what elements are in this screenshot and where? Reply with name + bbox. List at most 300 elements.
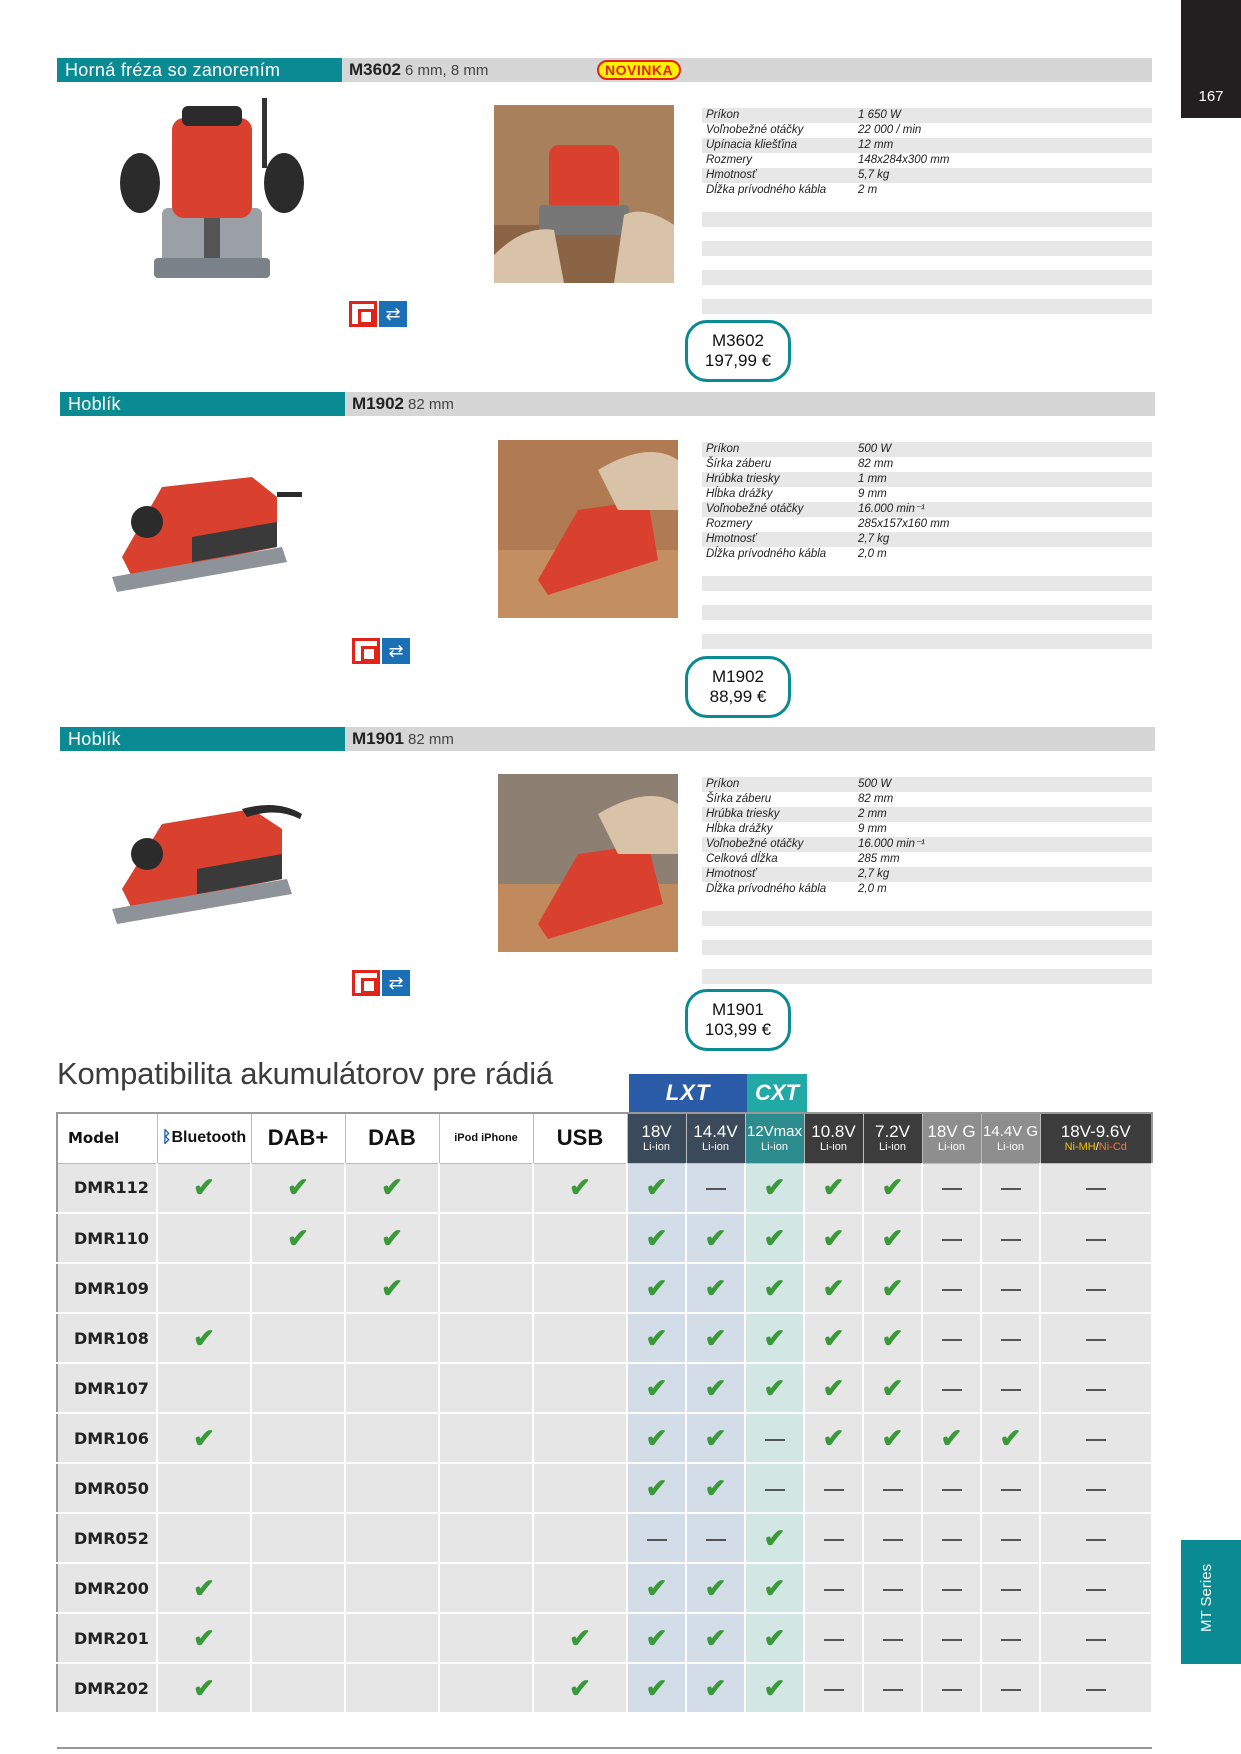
compat-row [57,1663,1152,1713]
spec-value: 9 mm [858,488,887,500]
speed-control-icon: ⇄ [379,301,407,327]
col-header-18v-9-6v [1040,1113,1152,1163]
compat-cell [804,1563,863,1613]
col-header-12vmax [745,1113,804,1163]
spec-row [702,867,1152,882]
compat-cell [627,1663,686,1713]
model-size: 6 mm, 8 mm [404,62,489,79]
product-m1902 [57,392,1152,712]
planer-usage-photo [498,774,678,952]
compat-cell [804,1263,863,1313]
cxt-logo: CXT [747,1074,807,1112]
spec-blank-row [702,911,1152,926]
dash-icon [942,1589,962,1591]
chemistry: Li-ion [643,1141,670,1154]
lxt-logo: LXT [629,1074,747,1112]
compat-row [57,1313,1152,1363]
compat-cell [533,1413,627,1463]
compat-cell [345,1663,439,1713]
new-badge: NOVINKA [597,60,681,80]
compat-cell [863,1413,922,1463]
spec-row [702,822,1152,837]
compat-title: Kompatibilita akumulátorov pre rádiá [57,1056,553,1091]
check-icon: ✔ [763,1322,786,1353]
spec-label: Rozmery [706,518,753,530]
spec-row [702,852,1152,867]
spec-row [702,487,1152,502]
compat-cell [345,1313,439,1363]
price-box [685,656,791,718]
compat-cell [533,1363,627,1413]
compat-cell [1040,1463,1152,1513]
compat-cell [981,1263,1040,1313]
spec-blank-row [702,299,1152,314]
check-icon: ✔ [569,1672,591,1703]
feature-icons [349,301,409,327]
dash-icon [706,1188,726,1190]
dash-icon [1086,1539,1106,1541]
compat-cell [804,1413,863,1463]
compat-cell [251,1213,345,1263]
dash-icon [824,1489,844,1491]
spec-label: Hrúbka triesky [706,808,780,820]
product-category: Horná fréza so zanorením [57,58,342,82]
dash-icon [883,1689,903,1691]
compat-cell [345,1263,439,1313]
spec-table [702,442,1152,649]
spec-row [702,472,1152,487]
spec-value: 148x284x300 mm [858,154,950,166]
spec-value: 500 W [858,778,892,790]
compat-cell [745,1263,804,1313]
compat-cell [345,1613,439,1663]
dash-icon [942,1489,962,1491]
spec-value: 285x157x160 mm [858,518,950,530]
compat-cell [745,1213,804,1263]
compat-cell [745,1313,804,1363]
compat-cell [251,1313,345,1363]
spec-label: Hmotnosť [706,169,757,181]
spec-row [702,153,1152,168]
compat-table [56,1112,1153,1714]
spec-row [702,882,1152,897]
feature-icons [352,970,412,996]
compat-cell [745,1413,804,1463]
model-size: 82 mm [407,731,454,748]
chem-nicd: Ni-Cd [1098,1141,1127,1154]
check-icon: ✔ [822,1422,845,1453]
compat-cell [251,1413,345,1463]
spec-blank-row [702,241,1152,256]
voltage: 14.4V G [982,1123,1039,1141]
compat-cell [627,1263,686,1313]
spec-value: 82 mm [858,793,894,805]
spec-label: Príkon [706,443,740,455]
check-icon: ✔ [645,1472,668,1503]
model-code: M1901 [352,729,404,748]
check-icon: ✔ [704,1272,727,1303]
check-icon: ✔ [822,1172,845,1203]
dash-icon [1001,1539,1021,1541]
compat-cell [157,1163,251,1213]
check-icon: ✔ [881,1172,904,1203]
footer-divider [57,1747,1152,1749]
check-icon: ✔ [645,1672,668,1703]
dash-icon [1086,1589,1106,1591]
compat-cell [745,1613,804,1663]
spec-value: 500 W [858,443,892,455]
compat-cell [863,1263,922,1313]
product-model [349,58,488,82]
check-icon: ✔ [822,1272,845,1303]
voltage: 12Vmax [746,1123,803,1141]
spec-label: Príkon [706,109,740,121]
spec-value: 22 000 / min [858,124,922,136]
check-icon: ✔ [645,1622,668,1653]
compat-cell [439,1663,533,1713]
compat-cell [439,1563,533,1613]
check-icon: ✔ [645,1272,668,1303]
dash-icon [942,1539,962,1541]
check-icon: ✔ [763,1172,786,1203]
compat-cell [745,1663,804,1713]
spec-value: 2,7 kg [858,533,890,545]
compat-cell [804,1313,863,1363]
compat-cell [922,1463,981,1513]
compat-cell [686,1363,745,1413]
price-model: M1902 [712,667,764,686]
spec-row [702,502,1152,517]
voltage: 18V-9.6V [1060,1122,1131,1142]
compat-cell [686,1213,745,1263]
spec-label: Príkon [706,778,740,790]
series-side-tab [1181,1540,1241,1664]
check-icon: ✔ [645,1372,668,1403]
check-icon: ✔ [881,1422,904,1453]
spec-row [702,792,1152,807]
compat-cell [922,1563,981,1613]
spec-value: 9 mm [858,823,887,835]
compat-cell [345,1363,439,1413]
compat-cell [533,1513,627,1563]
spec-blank-row [702,270,1152,285]
spec-row [702,108,1152,123]
compat-cell [251,1513,345,1563]
compat-cell [533,1563,627,1613]
spec-value: 2 m [858,184,878,196]
spec-value: 12 mm [858,139,894,151]
spec-value: 82 mm [858,458,894,470]
spec-blank-row [702,940,1152,955]
dash-icon [1001,1489,1021,1491]
dash-icon [1086,1639,1106,1641]
dash-icon [1001,1389,1021,1391]
compat-cell [533,1213,627,1263]
col-header-14-4v-g [981,1113,1040,1163]
compat-cell [627,1213,686,1263]
dash-icon [883,1539,903,1541]
spec-label: Dĺžka prívodného kábla [706,883,827,895]
compat-cell [686,1563,745,1613]
double-insulation-icon [352,970,380,996]
spec-blank-row [702,969,1152,984]
check-icon: ✔ [704,1422,727,1453]
compat-cell [1040,1213,1152,1263]
compat-cell [922,1263,981,1313]
compat-cell [533,1663,627,1713]
compat-cell [251,1163,345,1213]
spec-row [702,807,1152,822]
dash-icon [942,1289,962,1291]
col-header-model: Model [57,1113,157,1163]
compat-cell [439,1313,533,1363]
compat-cell [439,1163,533,1213]
spec-row [702,183,1152,198]
chemistry: Li-ion [997,1141,1024,1154]
compat-cell [345,1163,439,1213]
feature-icons [352,638,412,664]
router-tool-image [112,98,312,288]
check-icon: ✔ [569,1622,591,1653]
spec-label: Dĺžka prívodného kábla [706,548,827,560]
check-icon: ✔ [763,1672,786,1703]
check-icon: ✔ [569,1172,591,1203]
price-value: 197,99 € [704,351,772,370]
compat-cell [804,1513,863,1563]
compat-cell [981,1613,1040,1663]
check-icon: ✔ [193,1322,215,1353]
compat-row [57,1463,1152,1513]
check-icon: ✔ [999,1422,1022,1453]
spec-label: Voľnobežné otáčky [706,503,804,515]
check-icon: ✔ [645,1222,668,1253]
check-icon: ✔ [704,1222,727,1253]
check-icon: ✔ [704,1322,727,1353]
spec-row [702,168,1152,183]
compat-cell [345,1563,439,1613]
col-header-ipod: iPod iPhone [439,1113,533,1163]
compat-cell [686,1413,745,1463]
product-header [60,392,1155,416]
dash-icon [1086,1489,1106,1491]
compat-cell [157,1513,251,1563]
compat-cell [251,1363,345,1413]
compat-row [57,1213,1152,1263]
check-icon: ✔ [645,1572,668,1603]
check-icon: ✔ [645,1322,668,1353]
spec-blank-row [702,605,1152,620]
check-icon: ✔ [881,1322,904,1353]
check-icon: ✔ [763,1372,786,1403]
spec-value: 1 650 W [858,109,901,121]
compat-cell [745,1563,804,1613]
col-header-7-2v [863,1113,922,1163]
compat-cell [1040,1563,1152,1613]
compat-cell [686,1613,745,1663]
compat-cell [686,1463,745,1513]
compat-cell [157,1363,251,1413]
model-code: M1902 [352,394,404,413]
compat-cell [981,1363,1040,1413]
compat-cell [863,1213,922,1263]
chemistry: Li-ion [702,1141,729,1154]
spec-label: Hĺbka drážky [706,823,773,835]
spec-value: 2 mm [858,808,887,820]
compat-cell [863,1313,922,1363]
dash-icon [1001,1689,1021,1691]
dash-icon [942,1639,962,1641]
compat-cell [1040,1313,1152,1363]
compat-cell [686,1663,745,1713]
compat-cell [439,1363,533,1413]
spec-label: Voľnobežné otáčky [706,124,804,136]
compat-cell [627,1163,686,1213]
check-icon: ✔ [822,1222,845,1253]
compat-cell [922,1313,981,1363]
chemistry [1041,1141,1152,1154]
double-insulation-icon [349,301,377,327]
compat-cell [981,1463,1040,1513]
check-icon: ✔ [704,1472,727,1503]
voltage: 18V G [927,1122,976,1142]
dash-icon [706,1539,726,1541]
spec-label: Hrúbka triesky [706,473,780,485]
compat-cell [745,1163,804,1213]
dash-icon [1086,1339,1106,1341]
row-model: DMR052 [57,1513,157,1563]
spec-row [702,547,1152,562]
compat-cell [627,1563,686,1613]
dash-icon [1086,1439,1106,1441]
dash-icon [1001,1339,1021,1341]
compat-cell [981,1413,1040,1463]
compat-cell [251,1563,345,1613]
compat-cell [922,1613,981,1663]
row-model: DMR200 [57,1563,157,1613]
col-header-dab-plus: DAB+ [251,1113,345,1163]
product-model [352,392,454,416]
spec-label: Šírka záberu [706,458,772,470]
compat-cell [345,1413,439,1463]
compat-cell [745,1463,804,1513]
check-icon: ✔ [381,1272,403,1303]
spec-value: 16.000 min⁻¹ [858,838,925,850]
compat-cell [251,1463,345,1513]
compat-cell [863,1613,922,1663]
price-value: 103,99 € [704,1020,772,1039]
voltage: 10.8V [811,1122,856,1142]
compat-cell [157,1463,251,1513]
product-m1901 [57,727,1152,1047]
compat-cell [345,1213,439,1263]
dash-icon [1086,1289,1106,1291]
chemistry: Li-ion [938,1141,965,1154]
compat-row [57,1413,1152,1463]
spec-row [702,837,1152,852]
compat-cell [745,1513,804,1563]
compat-cell [922,1363,981,1413]
compat-cell [1040,1363,1152,1413]
speed-control-icon: ⇄ [382,970,410,996]
spec-row [702,457,1152,472]
spec-value: 2,0 m [858,548,887,560]
spec-value: 16.000 min⁻¹ [858,503,925,515]
compat-table-body [57,1163,1152,1713]
chemistry: Li-ion [761,1141,788,1154]
compat-cell [1040,1513,1152,1563]
dash-icon [765,1439,785,1441]
row-model: DMR106 [57,1413,157,1463]
check-icon: ✔ [381,1172,403,1203]
compat-cell [922,1213,981,1263]
spec-row [702,517,1152,532]
compat-cell [1040,1413,1152,1463]
check-icon: ✔ [704,1672,727,1703]
spec-table [702,108,1152,314]
check-icon: ✔ [881,1222,904,1253]
check-icon: ✔ [763,1622,786,1653]
compat-cell [863,1163,922,1213]
product-header [57,58,1152,82]
price-box [685,989,791,1051]
compat-cell [1040,1263,1152,1313]
check-icon: ✔ [763,1572,786,1603]
compat-row [57,1513,1152,1563]
dash-icon [1086,1389,1106,1391]
compat-cell [863,1663,922,1713]
chemistry: Li-ion [879,1141,906,1154]
compat-cell [1040,1613,1152,1663]
price-value: 88,99 € [709,687,767,706]
compat-cell [804,1463,863,1513]
bluetooth-label: Bluetooth [171,1129,247,1147]
dash-icon [824,1689,844,1691]
compat-row [57,1563,1152,1613]
check-icon: ✔ [381,1222,403,1253]
compat-cell [345,1463,439,1513]
compat-cell [439,1513,533,1563]
spec-label: Dĺžka prívodného kábla [706,184,827,196]
check-icon: ✔ [881,1272,904,1303]
compat-cell [981,1313,1040,1363]
compat-cell [686,1513,745,1563]
check-icon: ✔ [940,1422,963,1453]
dash-icon [647,1539,667,1541]
compat-cell [157,1213,251,1263]
spec-label: Celková dĺžka [706,853,778,865]
router-usage-photo [494,105,674,283]
col-header-10-8v [804,1113,863,1163]
col-header-dab: DAB [345,1113,439,1163]
check-icon: ✔ [704,1572,727,1603]
dash-icon [1001,1589,1021,1591]
row-model: DMR110 [57,1213,157,1263]
spec-row [702,777,1152,792]
spec-label: Upínacia kliešťina [706,139,798,151]
compat-cell [804,1363,863,1413]
check-icon: ✔ [763,1272,786,1303]
spec-row [702,442,1152,457]
col-header-18v-g [922,1113,981,1163]
dash-icon [883,1589,903,1591]
compat-cell [627,1613,686,1663]
spec-label: Šírka záberu [706,793,772,805]
row-model: DMR050 [57,1463,157,1513]
spec-row [702,532,1152,547]
compat-cell [981,1513,1040,1563]
compat-cell [686,1313,745,1363]
compat-cell [863,1363,922,1413]
